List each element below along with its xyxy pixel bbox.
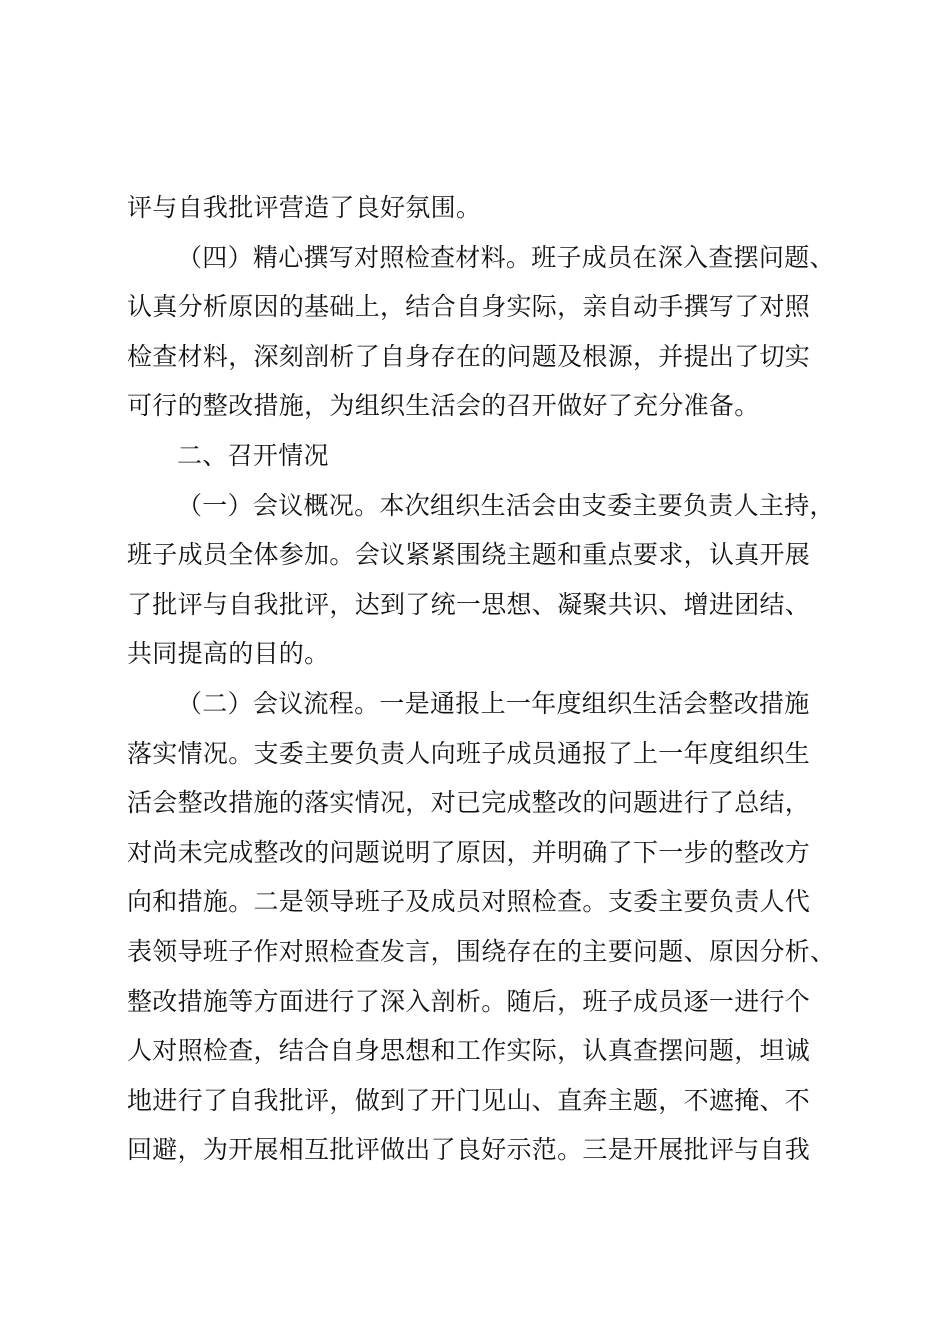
text-line: 可行的整改措施，为组织生活会的召开做好了充分准备。 bbox=[127, 391, 760, 421]
text-line: 评与自我批评营造了良好氛围。 bbox=[127, 193, 482, 222]
section-heading: 二、召开情况 bbox=[177, 440, 329, 470]
text-line: 认真分析原因的基础上，结合自身实际，亲自动手撰写了对照 bbox=[127, 292, 811, 322]
text-line: 表领导班子作对照检查发言，围绕存在的主要问题、原因分析、 bbox=[127, 936, 836, 966]
text-line: 共同提高的目的。 bbox=[127, 639, 330, 669]
text-line: 班子成员全体参加。会议紧紧围绕主题和重点要求，认真开展 bbox=[127, 540, 811, 570]
text-line: 落实情况。支委主要负责人向班子成员通报了上一年度组织生 bbox=[127, 738, 811, 768]
text-line: 地进行了自我批评，做到了开门见山、直奔主题，不遮掩、不 bbox=[127, 1085, 811, 1115]
subheading-line: （四）精心撰写对照检查材料。班子成员在深入查摆问题、 bbox=[177, 242, 835, 272]
text-line: 对尚未完成整改的问题说明了原因，并明确了下一步的整改方 bbox=[127, 837, 811, 867]
text-line: 活会整改措施的落实情况，对已完成整改的问题进行了总结， bbox=[127, 788, 811, 818]
text-line: 向和措施。二是领导班子及成员对照检查。支委主要负责人代 bbox=[127, 887, 811, 917]
text-line: 人对照检查，结合自身思想和工作实际，认真查摆问题，坦诚 bbox=[127, 1036, 811, 1066]
subheading-line: （一）会议概况。本次组织生活会由支委主要负责人主持， bbox=[177, 490, 835, 520]
document-body bbox=[127, 183, 847, 1175]
text-line: 检查材料，深刻剖析了自身存在的问题及根源，并提出了切实 bbox=[127, 341, 811, 371]
subheading-line: （二）会议流程。一是通报上一年度组织生活会整改措施 bbox=[177, 688, 810, 718]
text-line: 了批评与自我批评，达到了统一思想、凝聚共识、增进团结、 bbox=[127, 589, 811, 619]
text-line: 回避，为开展相互批评做出了良好示范。三是开展批评与自我 bbox=[127, 1135, 811, 1165]
text-line: 整改措施等方面进行了深入剖析。随后，班子成员逐一进行个 bbox=[127, 986, 811, 1016]
